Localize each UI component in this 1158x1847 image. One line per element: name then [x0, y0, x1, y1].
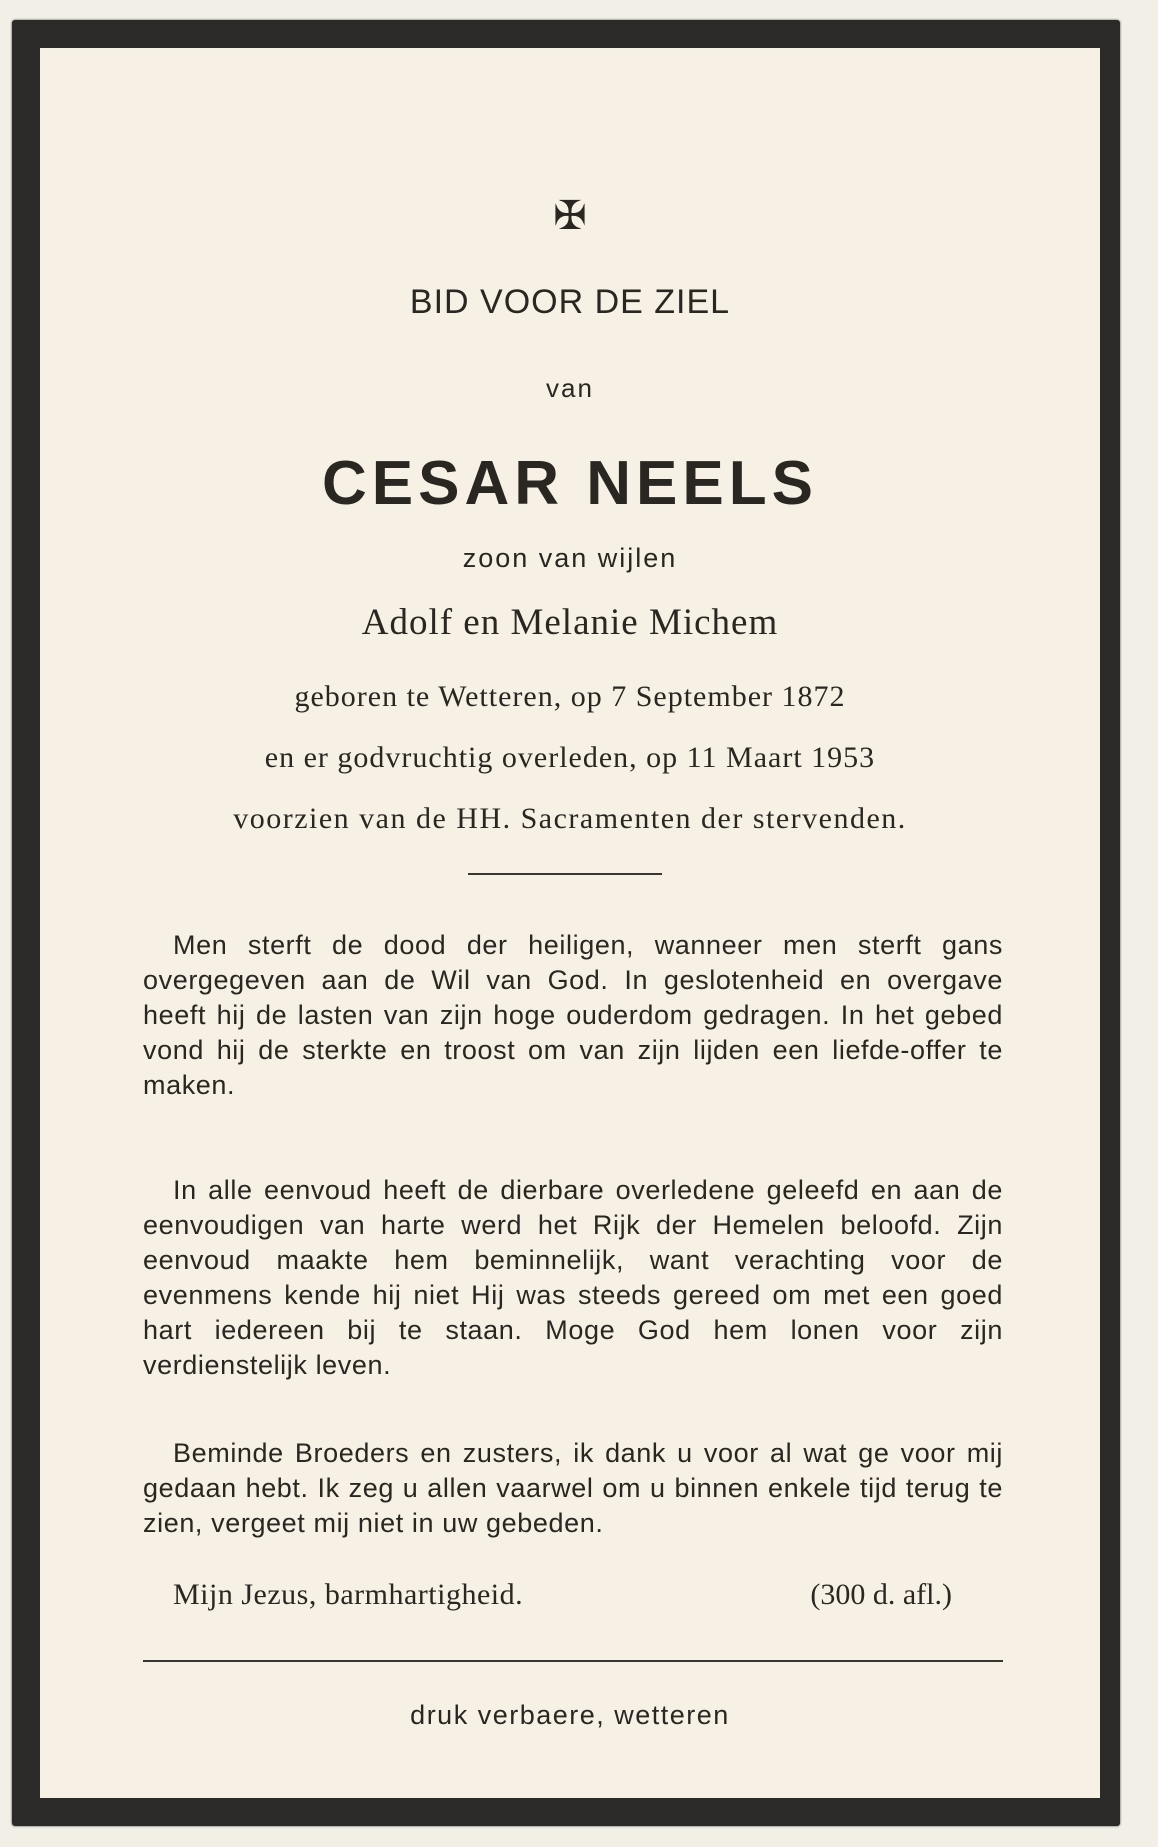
card-paper [40, 48, 1100, 1798]
deceased-name: CESAR NEELS [322, 449, 818, 518]
death-line: en er godvruchtig overleden, op 11 Maart 1953 [264, 741, 876, 774]
parents-names: Adolf en Melanie Michem [361, 602, 779, 643]
paragraph-3: Beminde Broeders en zusters, ik dank u voor al wat ge voor mij gedaan hebt. Ik zeg u allen vaarwel om u binnen enkele tijd terug te zien, vergeet mij niet in uw gebeden. [143, 1438, 1003, 1538]
paragraph-1: Men sterft de dood der heiligen, wanneer men sterft gans overgegeven aan de Wil van God. In geslotenheid en overgave heeft hij de lasten van zijn hoge ouderdom gedragen. In het gebed vond hij de sterkte en troost om van zijn lijden een liefde-offer te maken. [143, 930, 1003, 1100]
memorial-card [12, 20, 1120, 1826]
birth-line: geboren te Wetteren, op 7 September 1872 [294, 680, 846, 713]
son-of-text: zoon van wijlen [462, 543, 678, 573]
paragraph-2: In alle eenvoud heeft de dierbare overledene geleefd en aan de eenvoudigen van harte werd het Rijk der Hemelen beloofd. Zijn eenvoud maakte hem beminnelijk, want verachting voor de evenmens kende hij niet Hij was steeds gereed om met een goed hart iedereen bij te staan. Moge God hem lonen voor zijn verdienstelijk leven. [143, 1175, 1003, 1380]
cross-icon: ✠ [553, 193, 587, 239]
closing-prayer: Mijn Jezus, barmhartigheid. [173, 1578, 524, 1611]
divider-long [143, 1660, 1003, 1662]
indulgence-note: (300 d. afl.) [810, 1578, 952, 1611]
printer-credit: druk verbaere, wetteren [410, 1700, 730, 1730]
van-text: van [546, 373, 594, 403]
sacraments-line: voorzien van de HH. Sacramenten der stervenden. [233, 802, 907, 835]
prayer-heading: BID VOOR DE ZIEL [409, 283, 731, 321]
divider-short [468, 873, 662, 875]
